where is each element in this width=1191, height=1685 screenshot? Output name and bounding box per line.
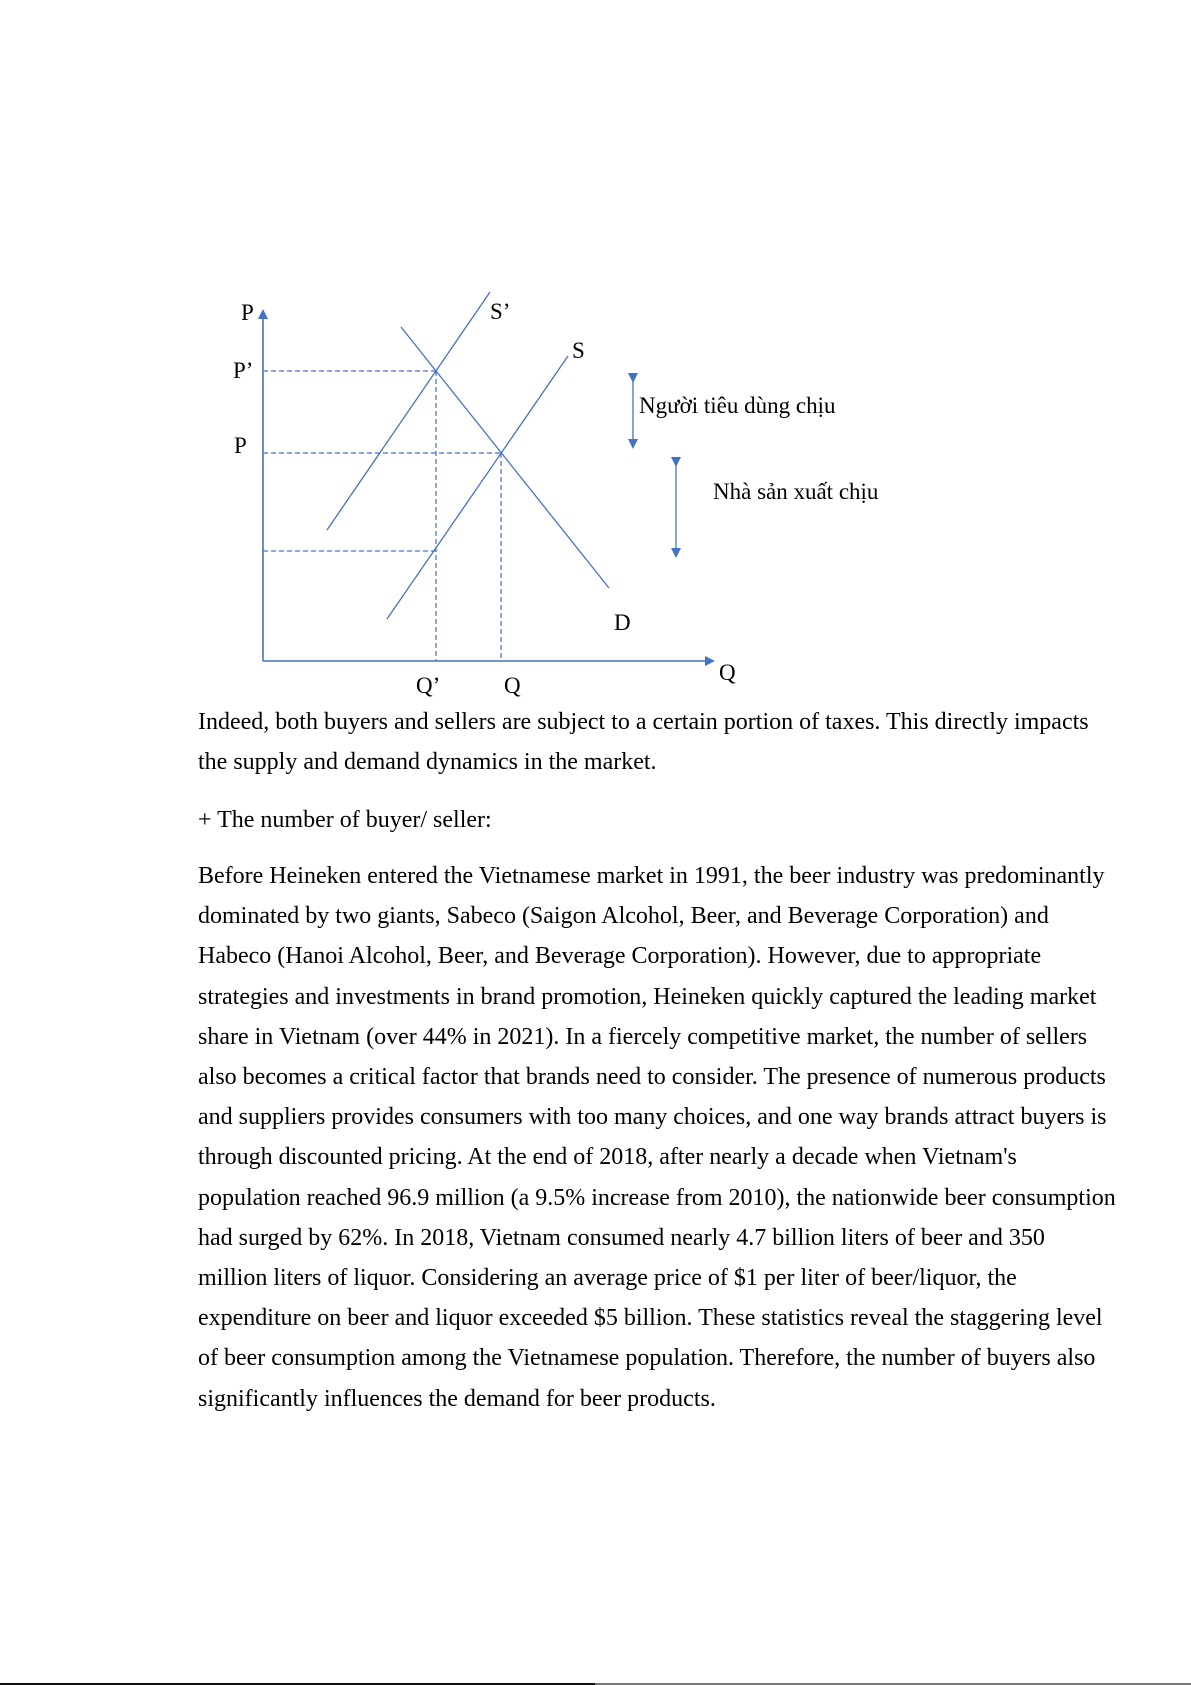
tax-burden-paragraph	[198, 702, 1118, 782]
consumer-burden-label: Người tiêu dùng chịu	[639, 393, 836, 418]
supply-shifted-curve	[327, 292, 490, 530]
paragraph-text: Before Heineken entered the Vietnamese market in 1991, the beer industry was predominantly dominated by two giants, Sabeco (Saigon Alcohol, Beer, and Beverage Corporation) and Habeco (Hanoi Alcohol, Beer, and Beverage Corporation). However, due to appropriate strategies and investments in brand promotion, Heineken quickly captured the leading market share in Vietnam (over 44% in 2021). In a fiercely competitive market, the number of sellers also becomes a critical factor that brands need to consider. The presence of numerous products and suppliers provides consumers with too many choices, and one way brands attract buyers is through discounted pricing. At the end of 2018, after nearly a decade when Vietnam's population reached 96.9 million (a 9.5% increase from 2010), the nationwide beer consumption had surged by 62%. In 2018, Vietnam consumed nearly 4.7 billion liters of beer and 350 million liters of liquor. Considering an average price of $1 per liter of beer/liquor, the expenditure on beer and liquor exceeded $5 billion. These statistics reveal the staggering level of beer consumption among the Vietnamese population. Therefore, the number of buyers also significantly influences the demand for beer products.	[198, 863, 1116, 1412]
section-heading	[198, 800, 1118, 840]
tax-incidence-diagram	[0, 0, 1191, 720]
supply-shifted-label: S’	[490, 299, 511, 324]
supply-label: S	[572, 338, 585, 363]
old-price-label: P	[234, 433, 247, 458]
demand-label: D	[614, 610, 631, 635]
new-quantity-label: Q’	[416, 673, 441, 698]
producer-burden-label: Nhà sản xuất chịu	[713, 479, 879, 504]
buyer-seller-paragraph	[198, 856, 1118, 1419]
price-axis-label: P	[241, 300, 254, 325]
demand-curve	[401, 327, 609, 588]
old-quantity-label: Q	[504, 673, 521, 698]
new-price-label: P’	[233, 358, 254, 383]
paragraph-text: Indeed, both buyers and sellers are subject to a certain portion of taxes. This directly impacts the supply and demand dynamics in the market.	[198, 709, 1089, 776]
heading-text: + The number of buyer/ seller:	[198, 807, 492, 833]
quantity-axis-label: Q	[719, 660, 736, 685]
supply-curve	[387, 356, 568, 619]
